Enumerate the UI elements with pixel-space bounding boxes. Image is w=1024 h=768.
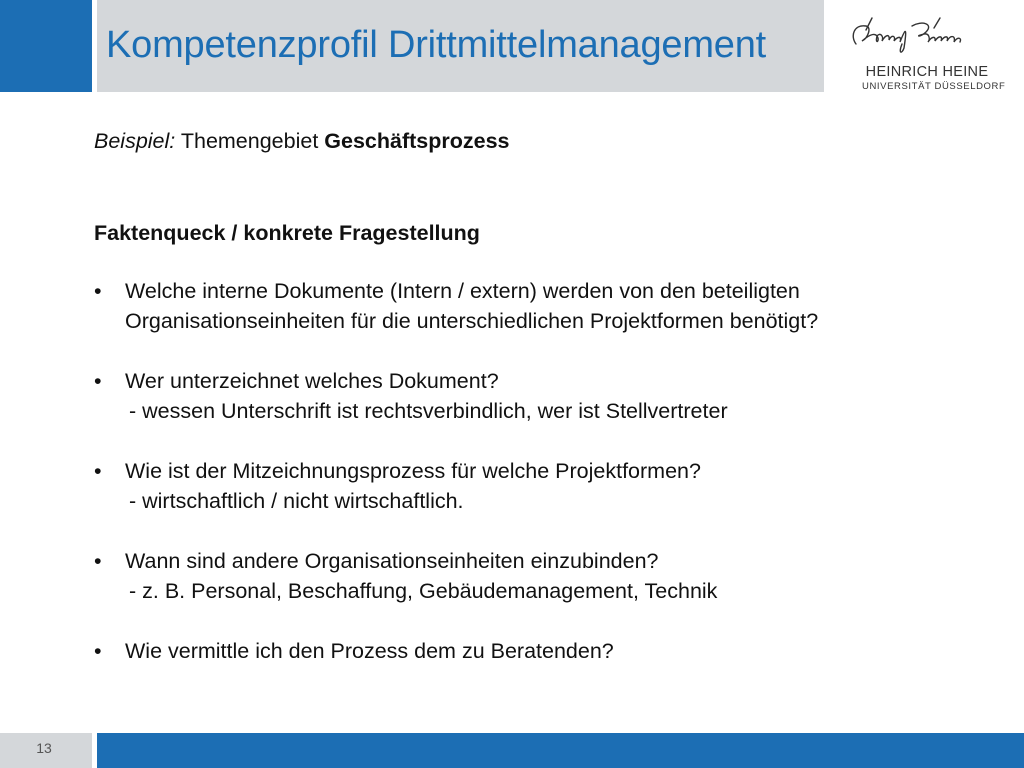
list-item-text: Wer unterzeichnet welches Dokument? [125,369,499,393]
slide-title: Kompetenzprofil Drittmittelmanagement [106,24,766,66]
bullet-icon: • [94,549,102,573]
question-list [94,276,974,666]
header-accent-block [0,0,92,92]
university-logo [842,14,1006,98]
bullet-icon: • [94,369,102,393]
list-item [94,636,974,666]
list-item-text: Wann sind andere Organisationseinheiten einzubinden? [125,549,659,573]
section-heading: Faktenqueck / konkrete Fragestellung [94,221,480,245]
bullet-icon: • [94,639,102,663]
list-item [94,456,974,516]
list-item-subtext: - wirtschaftlich / nicht wirtschaftlich. [129,489,464,513]
signature-logo-icon [842,14,992,60]
page-number: 13 [36,740,52,756]
logo-wordmark: HEINRICH HEINE [865,64,989,80]
subtitle-bold: Geschäftsprozess [324,129,510,153]
list-item-text: Wie vermittle ich den Prozess dem zu Beratenden? [125,639,614,663]
list-item-text: Welche interne Dokumente (Intern / extern) werden von den beteiligten Organisationseinheiten für die unterschiedlichen Projektformen benötigt? [125,279,819,333]
slide-content [94,126,974,696]
list-item [94,366,974,426]
list-item [94,546,974,606]
list-item-subtext: - z. B. Personal, Beschaffung, Gebäudemanagement, Technik [129,579,718,603]
bullet-icon: • [94,279,102,303]
subtitle-italic: Beispiel: [94,129,176,153]
slide-subtitle [94,126,974,156]
list-item-text: Wie ist der Mitzeichnungsprozess für welche Projektformen? [125,459,701,483]
bullet-icon: • [94,459,102,483]
footer-bar [97,733,1024,768]
subtitle-plain: Themengebiet [175,129,325,153]
list-item-subtext: - wessen Unterschrift ist rechtsverbindlich, wer ist Stellvertreter [129,399,728,423]
list-item [94,276,974,336]
logo-subline: UNIVERSITÄT DÜSSELDORF [862,81,1006,92]
